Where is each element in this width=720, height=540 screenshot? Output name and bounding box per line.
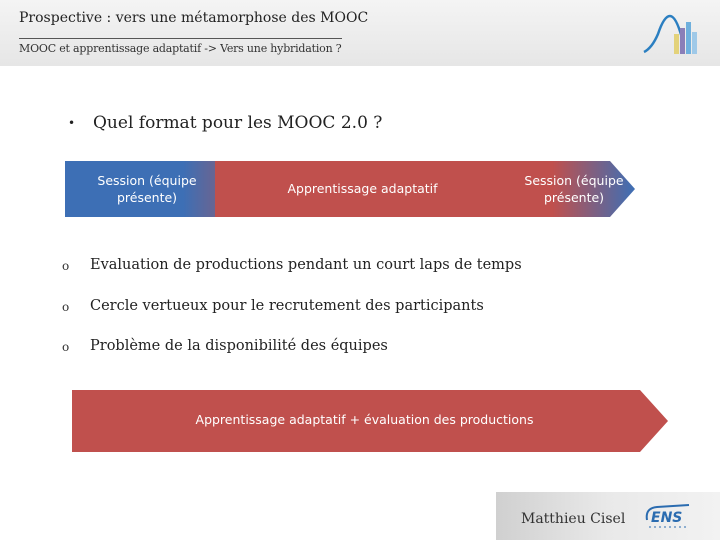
chart-logo-icon xyxy=(640,8,702,58)
sub-marker: o xyxy=(62,300,70,314)
flow-label-left: Session (équipe présente) xyxy=(97,173,197,205)
sub-marker: o xyxy=(62,340,70,354)
big-arrow-label: Apprentissage adaptatif + évaluation des productions xyxy=(195,412,534,427)
svg-text:ENS: ENS xyxy=(651,510,683,526)
author-name: Matthieu Cisel xyxy=(521,511,626,527)
flow-label-center: Apprentissage adaptatif xyxy=(287,181,438,196)
sub-marker: o xyxy=(62,259,70,273)
bullet-question: Quel format pour les MOOC 2.0 ? xyxy=(93,113,383,133)
ens-logo-icon xyxy=(643,502,693,532)
slide-subtitle: MOOC et apprentissage adaptatif -> Vers une hybridation ? xyxy=(19,42,342,55)
sub-item: Evaluation de productions pendant un court laps de temps xyxy=(90,257,522,273)
flow-label-right: Session (équipe présente) xyxy=(524,173,624,205)
sub-item: Cercle vertueux pour le recrutement des participants xyxy=(90,298,484,314)
sub-item: Problème de la disponibilité des équipes xyxy=(90,338,388,354)
header-divider xyxy=(19,38,342,39)
bullet-marker: • xyxy=(68,116,76,130)
slide-title: Prospective : vers une métamorphose des MOOC xyxy=(19,10,369,26)
